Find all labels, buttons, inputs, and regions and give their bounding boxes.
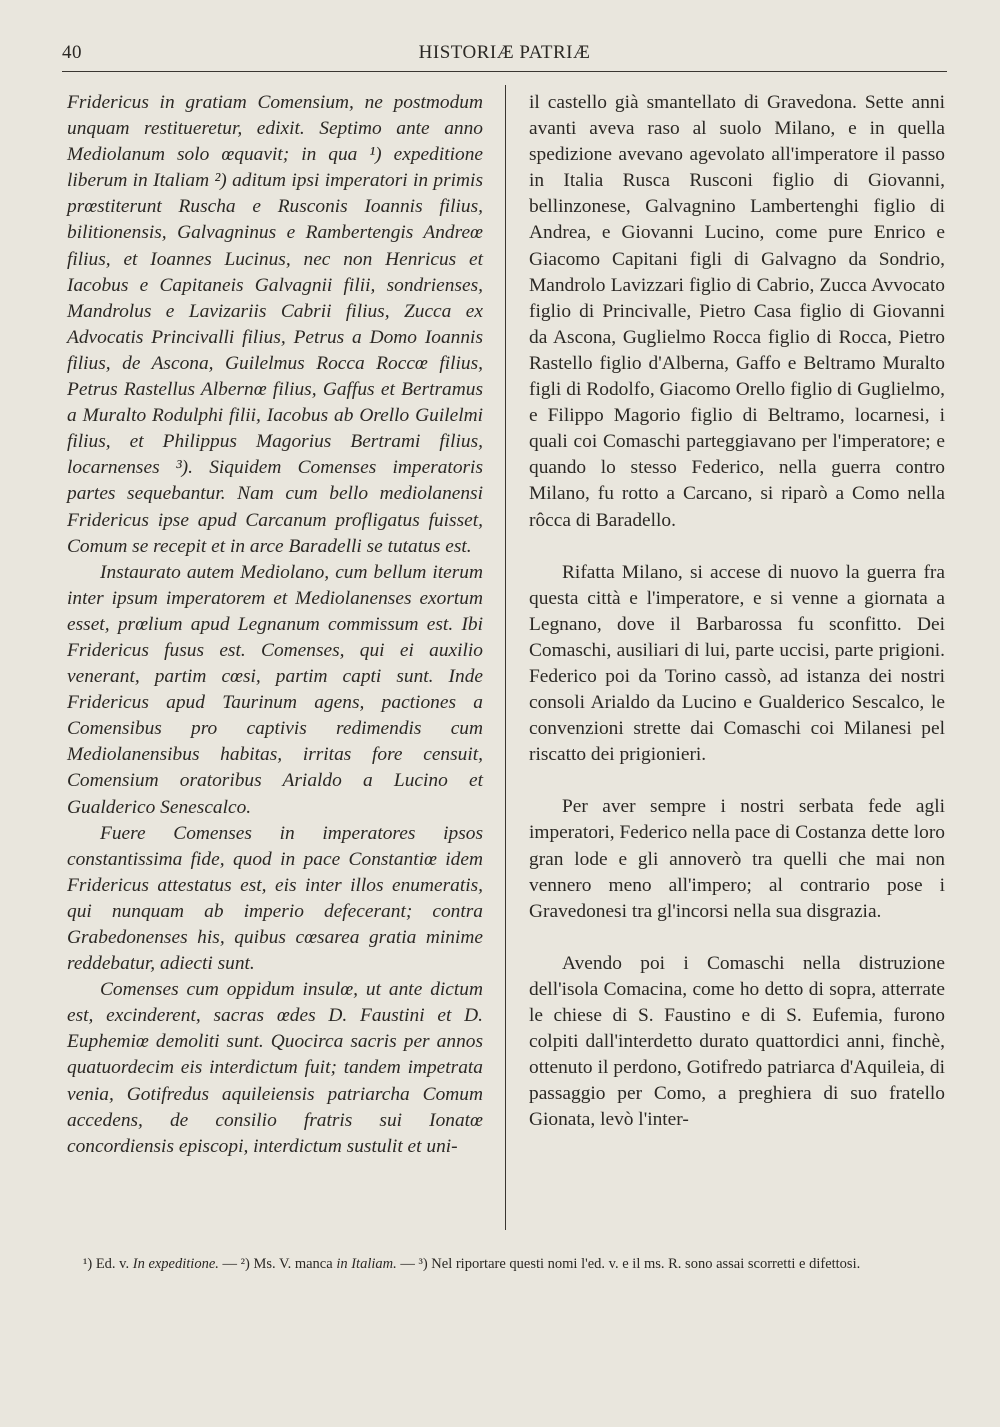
footnote-separator: — xyxy=(400,1256,415,1272)
header-rule xyxy=(62,71,947,72)
latin-paragraph-3: Fuere Comenses in imperatores ipsos constantissima fide, quod in pace Constantiœ idem Fridericus attestatus est, eis inter illos enumeratis, qui nunquam ab imperio defecerant; contra Grabedonenses his, quibus cœsarea gratia minime reddebatur, adiecti sunt. xyxy=(67,822,483,975)
italian-paragraph-3: Per aver sempre i nostri serbata fede agli imperatori, Federico nella pace di Costanza dette loro gran lode e gli annoverò tra quelli che mai non vennero meno all'impero; al contrario pose i Gravedonesi tra gl'incorsi nella sua disgrazia. xyxy=(529,796,945,922)
latin-column xyxy=(67,90,483,1160)
footnote-separator: — xyxy=(222,1256,238,1272)
footnote-1-text: Ed. v. xyxy=(95,1256,130,1272)
footnote-2-mark: ²) xyxy=(240,1256,250,1272)
footnote-3-text: Nel riportare questi nomi l'ed. v. e il ms. R. sono assai scorretti e difettosi. xyxy=(431,1256,861,1272)
page-header xyxy=(62,40,947,70)
italian-paragraph-2: Rifatta Milano, si accese di nuovo la guerra fra questa città e l'imperatore, e si venne a giornata a Legnano, dove il Barbarossa fu sconfitto. Dei Comaschi, ausiliari di lui, parte uccisi, parte prigioni. Federico poi da Torino cassò, ad istanza dei nostri consoli Arialdo da Lucino e Gualderico Sescalco, le convenzioni strette dai Comaschi coi Milanesi pel riscatto dei prigionieri. xyxy=(529,561,945,766)
footnotes xyxy=(67,1254,947,1274)
running-title: HISTORIÆ PATRIÆ xyxy=(418,42,591,63)
footnote-line xyxy=(67,1254,947,1274)
page-number: 40 xyxy=(62,42,82,63)
italian-paragraph-1: il castello già smantellato di Gravedona. Sette anni avanti aveva raso al suolo Milano, e in quella spedizione avevano agevolato all'imperatore il passo in Italia Rusca Rusconi figlio di Giovanni, bellinzonese, Galvagnino Lambertenghi figlio di Andrea, e Giovanni Lucino, come pure Enrico e Giacomo Capitani figli di Galvagno da Sondrio, Mandrolo Lavizzari figlio di Cabrio, Zucca Avvocato figlio di Princivalle, Pietro Casa figlio di Giovanni da Ascona, Guglielmo Rocca figlio di Rocca, Pietro Rastello figlio d'Alberna, Gaffo e Beltramo Muralto figli di Rodolfo, Giacomo Orello figlio di Guglielmo, e Filippo Magorio figlio di Beltramo, locarnesi, i quali coi Comaschi parteggiavano per l'imperatore; e quando lo stesso Federico, nella guerra contro Milano, fu rotto a Carcano, si riparò a Como nella rôcca di Baradello. xyxy=(529,92,945,531)
column-divider xyxy=(505,85,506,1230)
italian-column xyxy=(529,90,945,1159)
latin-paragraph-2: Instaurato autem Mediolano, cum bellum iterum inter ipsum imperatorem et Mediolanenses exortum esset, prœlium apud Legnanum commissum est. Ibi Fridericus fusus est. Comenses, qui ei auxilio venerant, partim cœsi, partim capti sunt. Inde Fridericus apud Taurinum agens, pactiones a Comensibus pro captivis redimendis cum Mediolanensibus habitas, irritas fore censuit, Comensium oratoribus Arialdo a Lucino et Gualderico Senescalco. xyxy=(67,561,483,818)
latin-paragraph-4: Comenses cum oppidum insulœ, ut ante dictum est, excinderent, sacras œdes D. Faustini et D. Euphemiœ demoliti sunt. Quocirca sacris per annos quatuordecim eis interdictum fuit; tandem impetrata venia, Gotifredus aquileiensis patriarcha Comum accedens, de consilio fratris sui Ionatœ concordiensis episcopi, interdictum sustulit et uni- xyxy=(67,979,483,1157)
footnote-1-mark: ¹) xyxy=(83,1256,93,1272)
latin-paragraph-1: Fridericus in gratiam Comensium, ne postmodum unquam restitueretur, edixit. Septimo ante anno Mediolanum solo œquavit; in qua ¹) expeditione liberum in Italiam ²) aditum ipsi imperatori in primis prœstiterunt Ruscha e Rusconis Ioannis filius, bilitionensis, Galvagninus e Rambertengis Andreœ filius, et Ioannes Lucinus, nec non Henricus et Iacobus e Capitaneis Galvagnii filii, sondrienses, Mandrolus e Lavizariis Cabrii filius, Zucca ex Advocatis Princivalli filius, Petrus a Domo Ioannis filius, de Ascona, Guilelmus Rocca Roccœ filius, Petrus Rastellus Albernœ filius, Gaffus et Bertramus a Muralto Rodulphi filii, Iacobus ab Orello Guilelmi filius, et Philippus Magorius Bertrami filius, locarnenses ³). Siquidem Comenses imperatoris partes sequebantur. Nam cum bello mediolanensi Fridericus ipse apud Carcanum profligatus fuisset, Comum se recepit et in arce Baradelli se tutatus est. xyxy=(67,92,483,557)
footnote-3-mark: ³) xyxy=(418,1256,428,1272)
italian-paragraph-4: Avendo poi i Comaschi nella distruzione dell'isola Comacina, come ho detto di sopra, atterrate le chiese di S. Faustino e di S. Eufemia, furono colpiti dall'interdetto durato quattordici anni, finchè, ottenuto il perdono, Gotifredo patriarca d'Aquileia, di passaggio per Como, a preghiera di suo fratello Gionata, levò l'inter- xyxy=(529,952,945,1131)
footnote-2-text: Ms. V. manca xyxy=(253,1256,333,1272)
footnote-2-italic: in Italiam. xyxy=(336,1256,397,1272)
footnote-1-italic: In expeditione. xyxy=(132,1256,219,1272)
